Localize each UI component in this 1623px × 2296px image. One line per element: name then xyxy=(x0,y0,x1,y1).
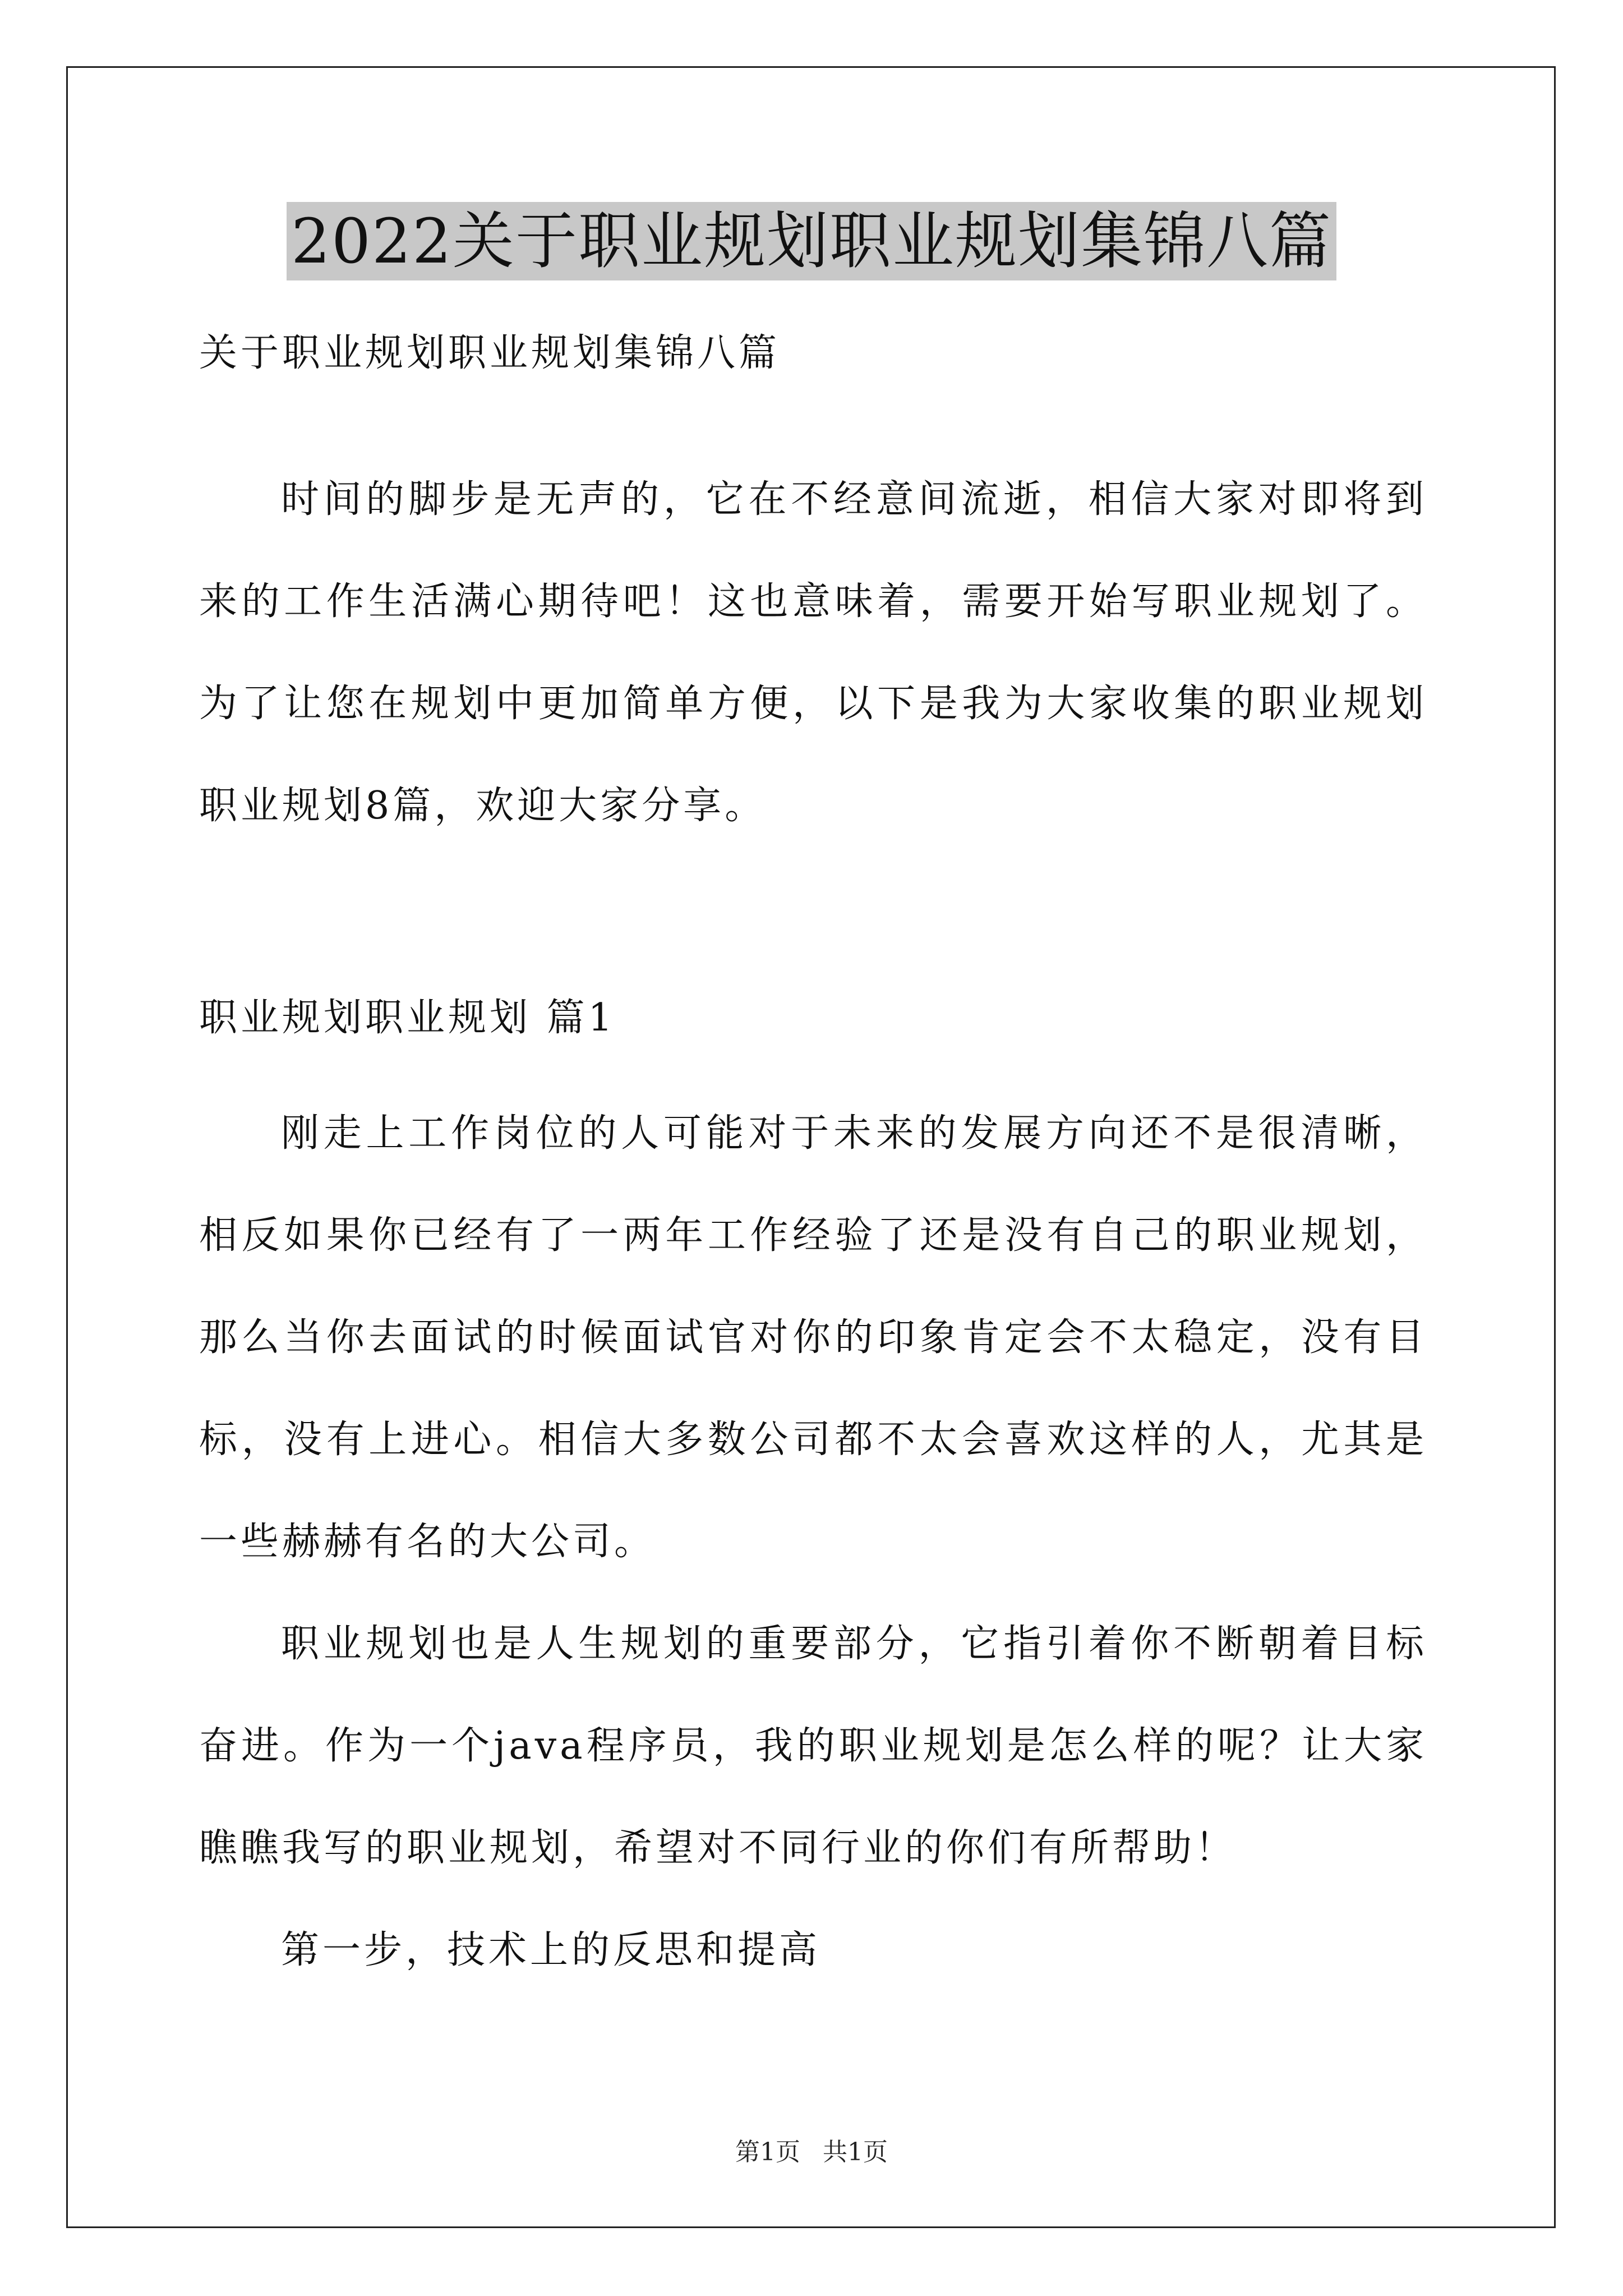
document-subtitle: 关于职业规划职业规划集锦八篇 xyxy=(199,331,781,375)
intro-paragraph: 时间的脚步是无声的，它在不经意间流逝，相信大家对即将到来的工作生活满心期待吧！这也意味着，需要开始写职业规划了。为了让您在规划中更加简单方便，以下是我为大家收集的职业规划职业规划8篇，欢迎大家分享。 xyxy=(199,477,1427,828)
step-heading: 第一步，技术上的反思和提高 xyxy=(281,1928,821,1972)
section-content xyxy=(199,1083,1427,2001)
page-footer xyxy=(0,2132,1623,2168)
body-paragraph: 职业规划也是人生规划的重要部分，它指引着你不断朝着目标奋进。作为一个java程序员，我的职业规划是怎么样的呢？让大家瞧瞧我写的职业规划，希望对不同行业的你们有所帮助！ xyxy=(199,1622,1427,1870)
section-heading: 职业规划职业规划 篇1 xyxy=(199,996,616,1040)
page-number: 第1页 xyxy=(735,2138,800,2166)
body-paragraph: 刚走上工作岗位的人可能对于未来的发展方向还不是很清晰，相反如果你已经有了一两年工作经验了还是没有自己的职业规划，那么当你去面试的时候面试官对你的印象肯定会不太稳定，没有目标，没有上进心。相信大多数公司都不太会喜欢这样的人，尤其是一些赫赫有名的大公司。 xyxy=(199,1111,1427,1564)
page-total: 共1页 xyxy=(823,2138,888,2166)
title-container xyxy=(0,202,1623,280)
intro-section xyxy=(199,449,1427,857)
document-title: 2022关于职业规划职业规划集锦八篇 xyxy=(287,202,1336,280)
